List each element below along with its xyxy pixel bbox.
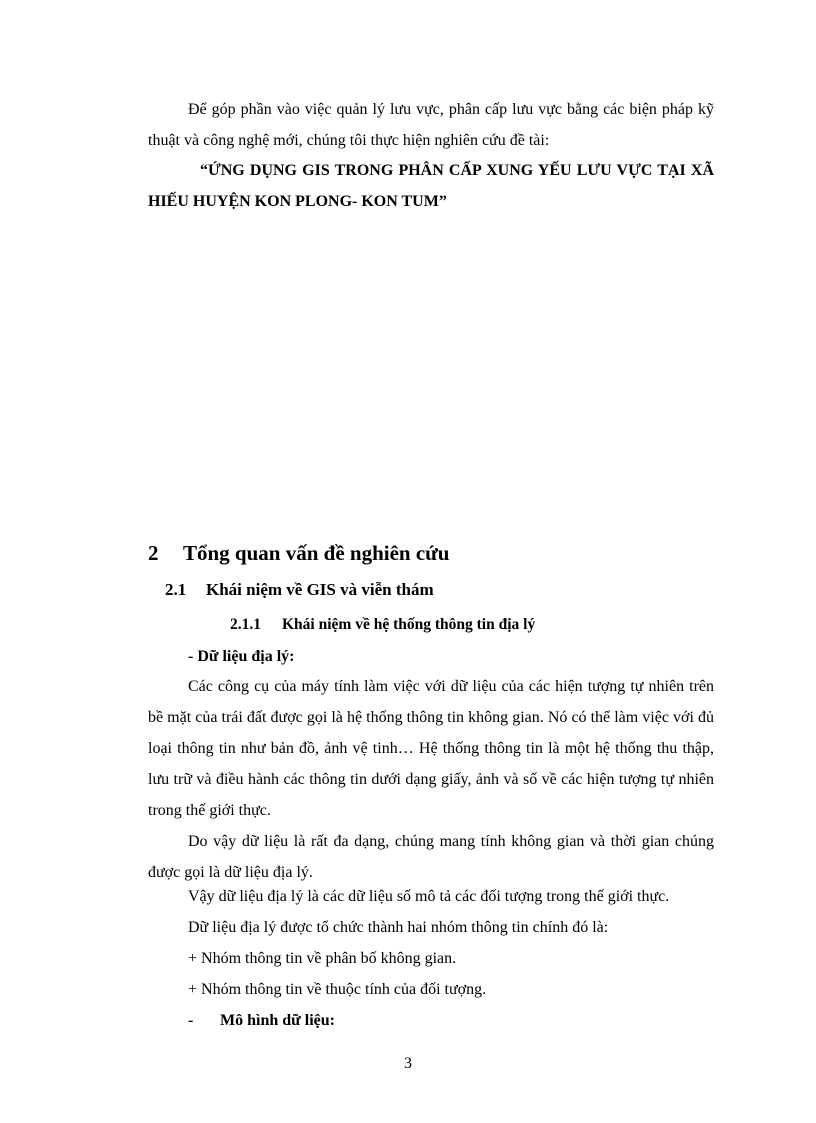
intro-paragraph: Để góp phần vào việc quản lý lưu vực, phân cấp lưu vực bằng các biện pháp kỹ thuật và công nghệ mới, chúng tôi thực hiện nghiên cứu đề tài: [148,101,714,149]
dash-bullet: - [188,1012,194,1029]
data-heading: - Dữ liệu địa lý: [188,648,295,665]
body-paragraph-2: Do vậy dữ liệu là rất đa dạng, chúng mang tính không gian và thời gian chúng được gọi là dữ liệu địa lý. [148,833,714,881]
subsection-title: Khái niệm về GIS và viễn thám [206,580,434,599]
section-title: Tổng quan vấn đề nghiên cứu [183,541,450,565]
page-number: 3 [404,1055,412,1072]
subsubsection-number: 2.1.1 [230,616,261,633]
subsection-number: 2.1 [165,580,187,599]
section-number: 2 [148,541,159,565]
body-paragraph-1: Các công cụ của máy tính làm việc với dữ liệu của các hiện tượng tự nhiên trên bề mặt của trái đất được gọi là hệ thống thông tin không gian. Nó có thể làm việc với đủ loại thông tin như bản đồ, ảnh vệ tinh… Hệ thống thông tin là một hệ thống thu thập, lưu trữ và điều hành các thông tin dưới dạng giấy, ảnh và số về các hiện tượng tự nhiên trong thế giới thực. [148,678,714,819]
subsection-heading [165,580,434,600]
project-title: “ỨNG DỤNG GIS TRONG PHÂN CẤP XUNG YẾU LƯU VỰC TẠI XÃ HIẾU HUYỆN KON PLONG- KON TUM” [148,162,714,210]
model-heading [188,1012,335,1030]
section-heading [148,541,449,566]
body-line-2: Dữ liệu địa lý được tổ chức thành hai nhóm thông tin chính đó là: [188,919,609,936]
model-heading-text: Mô hình dữ liệu: [220,1012,335,1029]
subsubsection-heading [230,616,535,634]
body-line-1: Vậy dữ liệu địa lý là các dữ liệu số mô tả các đối tượng trong thế giới thực. [188,888,670,905]
subsubsection-title: Khái niệm về hệ thống thông tin địa lý [282,616,536,633]
body-line-3: + Nhóm thông tin về phân bố không gian. [188,950,457,967]
body-line-4: + Nhóm thông tin về thuộc tính của đối tượng. [188,981,487,998]
